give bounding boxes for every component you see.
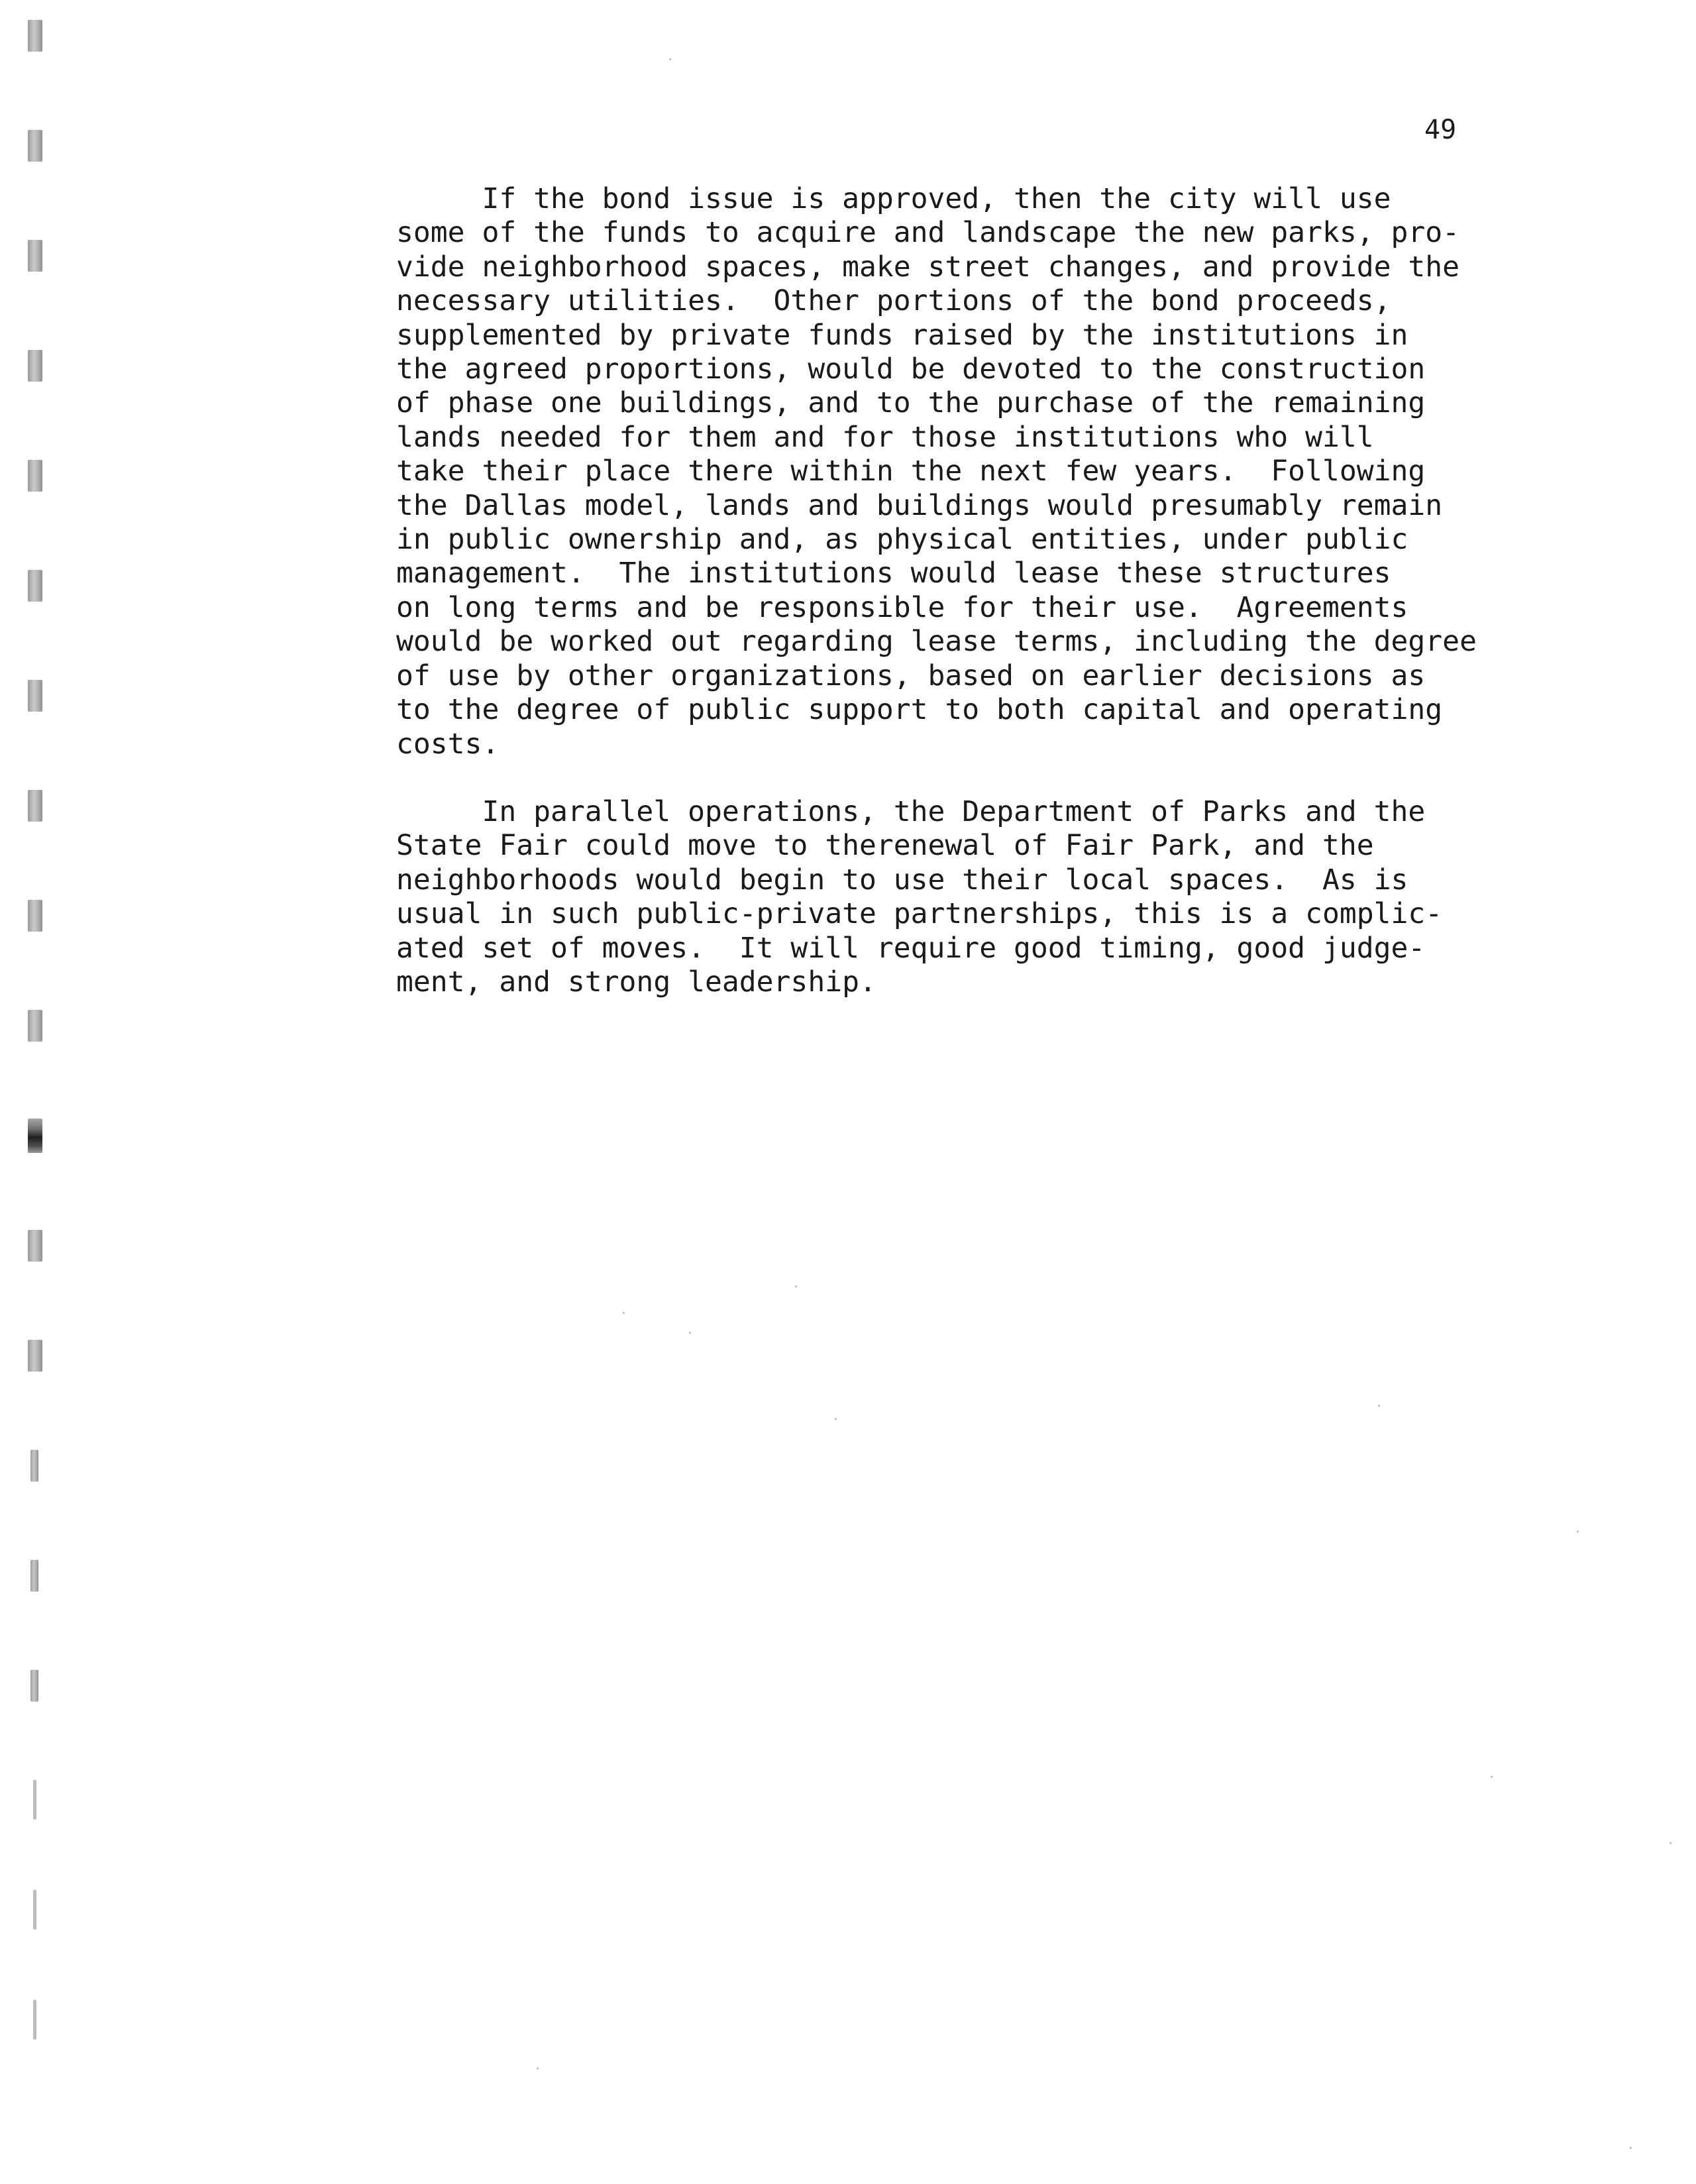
binding-hole — [30, 1560, 38, 1592]
text-line: the Dallas model, lands and buildings would presumably remain — [396, 488, 1443, 522]
binding-hole — [33, 1890, 36, 1930]
text-line: usual in such public-private partnerships, this is a complic- — [396, 897, 1443, 931]
text-line: some of the funds to acquire and landscape the new parks, pro- — [396, 216, 1460, 250]
binding-hole — [28, 1119, 42, 1153]
binding-hole — [33, 1780, 36, 1820]
binding-hole — [28, 350, 42, 382]
binding-hole — [28, 900, 42, 932]
text-line: in public ownership and, as physical entities, under public — [396, 523, 1408, 557]
scan-speck — [689, 1332, 691, 1334]
scan-speck — [1378, 1405, 1380, 1407]
text-line: necessary utilities. Other portions of the bond proceeds, — [396, 284, 1391, 318]
text-line: If the bond issue is approved, then the city will use — [396, 182, 1391, 215]
text-line: ated set of moves. It will require good timing, good judge- — [396, 931, 1426, 965]
scan-speck — [537, 2067, 539, 2069]
paragraph — [396, 182, 1477, 761]
text-line: management. The institutions would lease these structures — [396, 557, 1391, 590]
scan-speck — [623, 1312, 625, 1314]
binding-hole — [28, 460, 42, 492]
binding-hole — [30, 1450, 38, 1482]
binding-hole — [33, 2000, 36, 2040]
text-line: State Fair could move to therenewal of Fair Park, and the — [396, 829, 1374, 863]
binding-holes — [20, 0, 53, 2184]
binding-hole — [28, 570, 42, 602]
text-line: on long terms and be responsible for their use. Agreements — [396, 590, 1408, 624]
scan-speck — [1630, 2147, 1632, 2149]
scan-speck — [1491, 1776, 1493, 1778]
text-line: lands needed for them and for those institutions who will — [396, 420, 1374, 454]
binding-hole — [28, 240, 42, 272]
text-line: neighborhoods would begin to use their local spaces. As is — [396, 863, 1408, 897]
text-line: would be worked out regarding lease terms, including the degree — [396, 625, 1477, 659]
scan-speck — [795, 1285, 797, 1287]
binding-hole — [28, 20, 42, 52]
text-line: In parallel operations, the Department of Parks and the — [396, 794, 1426, 828]
text-line: take their place there within the next few years. Following — [396, 455, 1426, 488]
text-line: to the degree of public support to both capital and operating — [396, 693, 1443, 727]
text-line: the agreed proportions, would be devoted to the construction — [396, 353, 1426, 386]
binding-hole — [30, 1670, 38, 1702]
scan-speck — [835, 1418, 837, 1420]
binding-hole — [28, 130, 42, 162]
scan-speck — [1577, 1531, 1579, 1533]
binding-hole — [28, 1340, 42, 1372]
binding-hole — [28, 1230, 42, 1262]
text-line: of use by other organizations, based on earlier decisions as — [396, 659, 1426, 692]
text-line: vide neighborhood spaces, make street changes, and provide the — [396, 250, 1460, 284]
binding-hole — [28, 680, 42, 712]
binding-hole — [28, 790, 42, 822]
text-line: supplemented by private funds raised by the institutions in — [396, 318, 1408, 352]
text-line: costs. — [396, 727, 500, 761]
binding-hole — [28, 1010, 42, 1042]
page-number: 49 — [1424, 115, 1457, 145]
scan-speck — [1670, 1842, 1671, 1844]
paragraph — [396, 795, 1469, 999]
text-line: ment, and strong leadership. — [396, 965, 876, 999]
text-line: of phase one buildings, and to the purchase of the remaining — [396, 386, 1426, 420]
scan-speck — [669, 58, 671, 60]
body-text — [396, 182, 1477, 999]
